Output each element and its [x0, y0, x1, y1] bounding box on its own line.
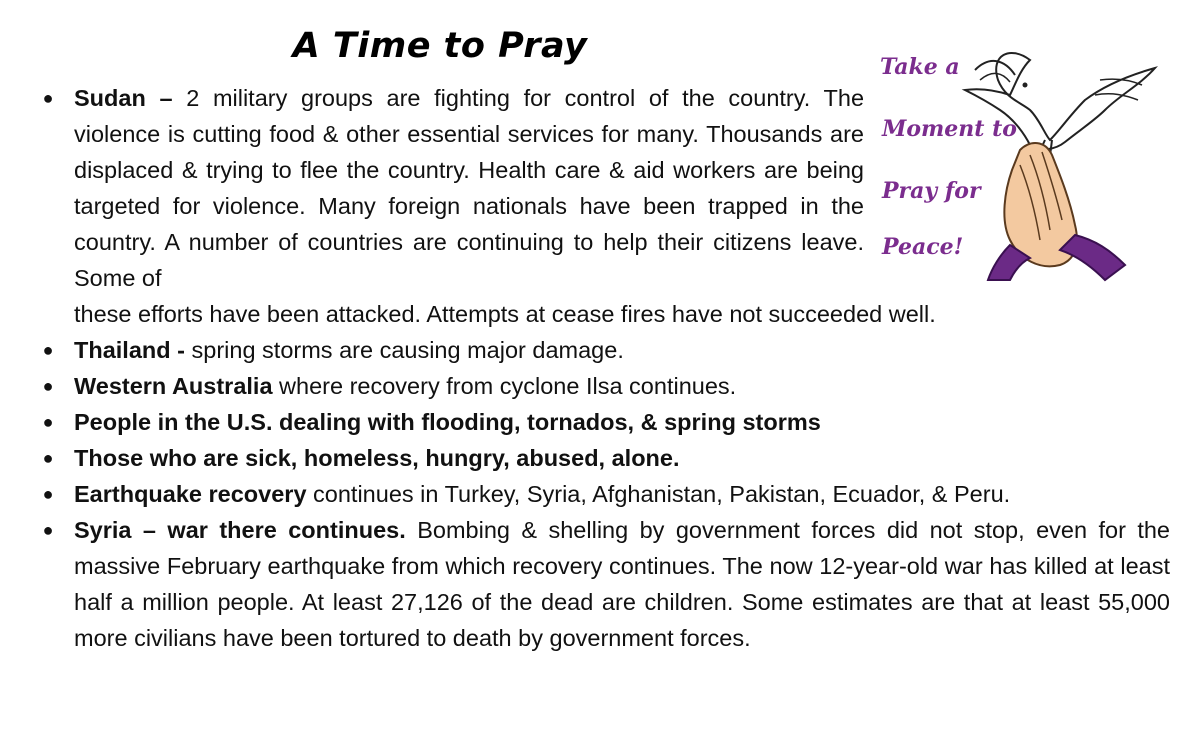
- item-lead: Syria – war there continues.: [74, 517, 406, 543]
- item-body: [74, 512, 1170, 656]
- prayer-list: [30, 80, 1170, 656]
- bullet-icon: ●: [42, 88, 54, 108]
- item-lead: Sudan –: [74, 85, 173, 111]
- item-lead: Those who are sick, homeless, hungry, abused, alone.: [74, 445, 680, 471]
- list-item: [30, 476, 1170, 512]
- list-item: [30, 512, 1170, 656]
- list-item: [30, 440, 1170, 476]
- page-title: A Time to Pray: [292, 26, 588, 66]
- bullet-icon: ●: [42, 376, 54, 396]
- item-body: [74, 332, 1170, 368]
- item-lead: People in the U.S. dealing with flooding, tornados, & spring storms: [74, 409, 821, 435]
- item-text: continues in Turkey, Syria, Afghanistan, Pakistan, Ecuador, & Peru.: [313, 481, 1011, 507]
- clipart-line-2: Moment to: [882, 116, 1017, 142]
- item-body: [74, 476, 1170, 512]
- item-text: where recovery from cyclone Ilsa continues.: [279, 373, 737, 399]
- list-item: [30, 332, 1170, 368]
- item-lead: Thailand -: [74, 337, 185, 363]
- item-lead: Western Australia: [74, 373, 273, 399]
- bullet-icon: ●: [42, 412, 54, 432]
- bullet-icon: ●: [42, 520, 54, 540]
- item-body: [74, 80, 864, 296]
- item-tail: these efforts have been attacked. Attempts at cease fires have not succeeded well.: [74, 301, 936, 327]
- bullet-icon: ●: [42, 340, 54, 360]
- item-text: 2 military groups are fighting for control of the country. The violence is cutting food & other essential services for many. Thousands are displaced & trying to flee the country. Health care & aid workers are being targeted for violence. Many foreign nationals have been trapped in the country. A number of countries are continuing to help their citizens leave. Some of: [74, 85, 865, 291]
- bullet-icon: ●: [42, 448, 54, 468]
- list-item: [30, 368, 1170, 404]
- bullet-icon: ●: [42, 484, 54, 504]
- item-lead: Earthquake recovery: [74, 481, 307, 507]
- item-text: Bombing & shelling by government forces did not stop, even for the massive February earthquake from which recovery continues. The now 12-year-old war has killed at least half a million people. At least 27,126 of the dead are children. Some estimates are that at least 55,000 more civilians have been tortured to death by government forces.: [74, 517, 1171, 651]
- clipart-line-4: Peace!: [882, 234, 964, 260]
- clipart-line-1: Take a: [880, 54, 960, 80]
- list-item: [30, 404, 1170, 440]
- item-text: spring storms are causing major damage.: [191, 337, 624, 363]
- clipart-line-3: Pray for: [882, 178, 981, 204]
- list-item: [30, 80, 1170, 332]
- item-body: [74, 368, 1170, 404]
